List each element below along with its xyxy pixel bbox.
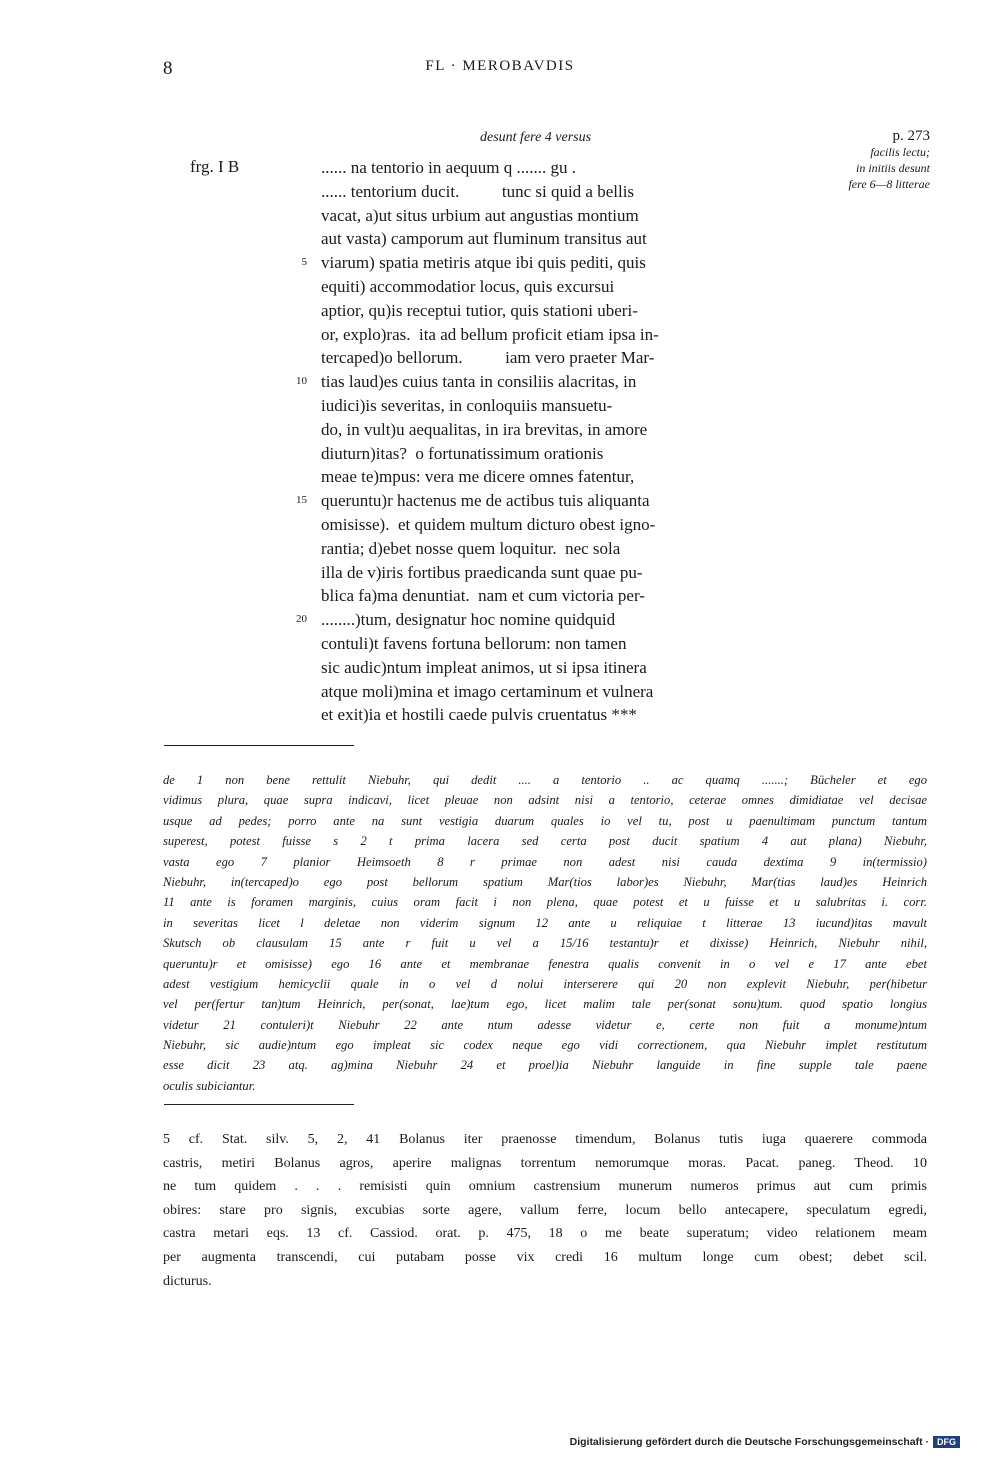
text-line [321,632,791,656]
line-text: viarum) spatia metiris atque ibi quis pediti, quis [321,253,646,273]
text-line [321,656,791,680]
text-line [301,251,791,275]
line-text: contuli)t favens fortuna bellorum: non tamen [321,633,627,653]
line-number: 15 [296,494,307,507]
line-text: aut vasta) camporum aut fluminum transitus aut [321,229,647,249]
testimonia-line: castris, metiri Bolanus agros, aperire malignas torrentum nemorumque moras. Pacat. paneg. Theod. 10 [163,1155,927,1171]
footer-text: Digitalisierung gefördert durch die Deutsche Forschungsgemeinschaft · [569,1436,929,1448]
testimonia [163,1128,927,1293]
critical-apparatus [163,770,927,1096]
line-text: meae te)mpus: vera me dicere omnes fatentur, [321,467,635,487]
text-line [321,513,791,537]
apparatus-line: vasta ego 7 planior Heimsoeth 8 r primae non adest nisi cauda dextima 9 in(termissio) [163,854,927,869]
apparatus-line: de 1 non bene rettulit Niebuhr, qui dedit .... a tentorio .. ac quamq .......; Bücheler et ego [163,773,927,787]
apparatus-line: 11 ante is foramen marginis, cuius oram facit i non plena, quae potest et u fuisse et u salubritas i. corr. [163,895,927,910]
apparatus-line: vel per(fertur tan)tum Heinrich, per(sonat, lae)tum ego, licet malim tale per(sonat sonu)tum. quod spatio longius [163,997,927,1012]
line-text: illa de v)iris fortibus praedicanda sunt quae pu- [321,562,643,582]
fragment-label: frg. I B [190,157,240,176]
apparatus-line: videtur 21 contuleri)t Niebuhr 22 ante ntum adesse videtur e, certe non fuit a monume)ntum [163,1017,927,1032]
apparatus-line: oculis subiciantur. [163,1078,256,1093]
text-line [321,180,791,204]
apparatus-line: superest, potest fuisse s 2 t prima lacera sed certa post ducit spatium 4 aut plana) Niebuhr, [163,834,927,849]
desunt-note: desunt fere 4 versus [480,130,592,145]
rule-divider [164,745,354,746]
line-text: atque moli)mina et imago certaminum et vulnera [321,681,654,701]
main-text [296,156,791,727]
line-text: do, in vult)u aequalitas, in ira brevitas, in amore [321,419,648,439]
text-line [321,346,791,370]
page-number: 8 [163,58,173,79]
line-number: 5 [301,256,307,269]
text-line [321,204,791,228]
text-line [296,608,791,632]
testimonia-line: obires: stare pro signis, excubias sorte agere, vallum ferre, locum bello antecapere, speculatum egredi, [163,1202,927,1218]
line-text: ........)tum, designatur hoc nomine quidquid [321,610,616,630]
line-text: ...... tentorium ducit. tunc si quid a bellis [321,181,635,201]
line-text: tias laud)es cuius tanta in consiliis alacritas, in [321,372,637,392]
line-text: tercaped)o bellorum. iam vero praeter Mar- [321,348,655,368]
line-text: vacat, a)ut situs urbium aut angustias montium [321,205,639,225]
line-number: 10 [296,375,307,388]
text-line [321,299,791,323]
line-text: et exit)ia et hostili caede pulvis cruentatus *** [321,705,637,725]
side-note-line: in initiis desunt [855,161,930,175]
testimonia-line: ne tum quidem . . . remisisti quin omnium castrensium munerum numeros primus aut cum primis [163,1179,927,1195]
dfg-logo-icon: DFG [933,1436,960,1448]
line-text: ...... na tentorio in aequum q ....... gu . [321,158,576,177]
testimonia-line: castra metari eqs. 13 cf. Cassiod. orat. p. 475, 18 o me beate superatum; video relationem meam [163,1226,927,1242]
line-text: aptior, qu)is receptui tutior, quis stationi uberi- [321,300,638,320]
text-line [296,489,791,513]
text-line [321,465,791,489]
line-text: iudici)is severitas, in conloquiis mansuetu- [321,395,613,415]
text-line [321,227,791,251]
line-text: sic audic)ntum impleat animos, ut si ipsa itinera [321,657,647,677]
line-text: or, explo)ras. ita ad bellum proficit etiam ipsa in- [321,324,659,344]
testimonia-line: 5 cf. Stat. silv. 5, 2, 41 Bolanus iter praenosse timendum, Bolanus tutis iuga quaerere commoda [163,1132,927,1147]
apparatus-line: adest vestigium hemicyclii quale in o vel d nolui interserere qui 20 non explevit Niebuhr, per(hibetur [163,976,927,991]
text-line [321,442,791,466]
text-line [321,703,791,727]
apparatus-line: in severitas licet l deletae non viderim signum 12 ante u reliquiae t litterae 13 iucund)itas mavult [163,915,927,930]
apparatus-line: queruntu)r et omisisse) ego 16 ante et membranae fenestra qualis convenit in o vel e 17 ante ebet [163,956,927,971]
line-text: queruntu)r hactenus me de actibus tuis aliquanta [321,491,650,511]
testimonia-line: dicturus. [163,1273,212,1289]
page-reference: p. 273 [892,128,930,144]
line-text: equiti) accommodatior locus, quis excursui [321,276,615,296]
apparatus-line: usque ad pedes; porro ante na sunt vestigia duarum quales io vel tu, post u paenultimam punctum tantum [163,813,927,828]
line-number: 20 [296,613,307,626]
line-text: rantia; d)ebet nosse quem loquitur. nec sola [321,538,621,558]
line-text: blica fa)ma denuntiat. nam et cum victoria per- [321,586,645,606]
line-text: diuturn)itas? o fortunatissimum orationis [321,443,604,463]
text-line [321,537,791,561]
apparatus-line: Niebuhr, sic audie)ntum ego impleat sic codex neque ego vidi correctionem, qua Niebuhr implet restitutum [163,1038,927,1053]
text-line [296,370,791,394]
footer [570,1436,960,1448]
apparatus-line: esse dicit 23 atq. ag)mina Niebuhr 24 et proel)ia Niebuhr languide in fine supple tale paene [163,1058,927,1073]
text-line [321,394,791,418]
text-line [321,418,791,442]
text-line [321,584,791,608]
apparatus-line: vidimus plura, quae supra indicavi, licet pleuae non adsint nisi a tentorio, ceterae omnes dimidiatae vel decisae [163,793,927,808]
text-line [321,275,791,299]
side-note-line: fere 6—8 litterae [848,177,930,191]
text-line [321,156,791,180]
running-head: FL · MEROBAVDIS [425,58,575,74]
testimonia-line: per augmenta transcendi, cui putabam posse vix credi 16 multum longe cum obest; debet scil. [163,1249,927,1265]
apparatus-line: Skutsch ob clausulam 15 ante r fuit u vel a 15/16 testantu)r et dixisse) Heinrich, Niebuhr nihil, [163,936,927,951]
line-text: omisisse). et quidem multum dicturo obest igno- [321,514,656,534]
text-line [321,680,791,704]
text-line [321,561,791,585]
apparatus-line: Niebuhr, in(tercaped)o ego post bellorum spatium Mar(tios labor)es Niebuhr, Mar(tias laud)es Heinrich [163,874,927,889]
rule-divider [164,1104,354,1105]
text-line [321,323,791,347]
side-note-line: facilis lectu; [870,145,930,159]
